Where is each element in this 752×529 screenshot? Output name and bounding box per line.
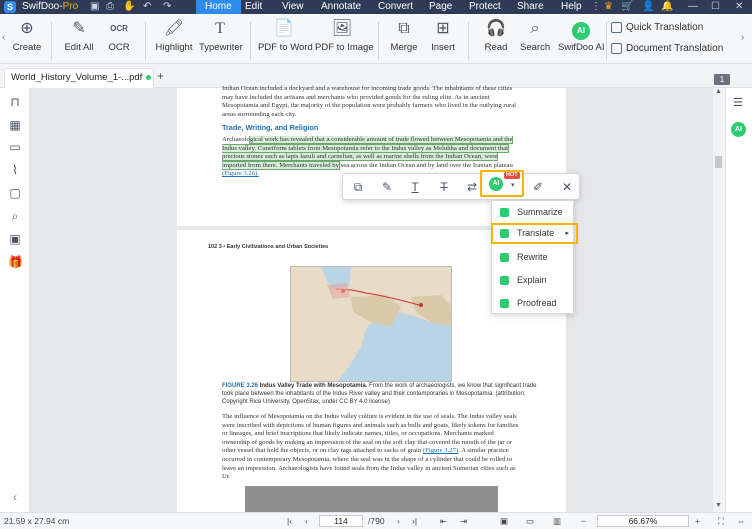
merge-icon: ⧉ <box>398 20 410 37</box>
explain-icon <box>500 276 509 285</box>
menu-annotate[interactable]: Annotate <box>321 1 362 12</box>
notification-bell-icon[interactable]: 🔔 <box>661 1 674 12</box>
zoom-out-icon[interactable]: − <box>581 516 586 526</box>
bookmark-icon[interactable]: ⊓ <box>10 95 20 109</box>
crown-icon[interactable]: ♛ <box>604 1 613 12</box>
selected-paragraph[interactable]: Archaeological work has revealed that a considerable amount of trade flowed between Mesopotamia and the Indus valley. Cuneiform tablets from Mesopotamia refer to the Indus valley as Meluhha and document that precious stones such as lapis lazuli and carnelian, as well as marine shells from the Indian Ocean, were imported from there. Merchants traveled by sea across the Indian Ocean and by land over the Iranian plateau (Figure 3.26). <box>222 136 513 178</box>
app-name: SwifDoo-Pro <box>22 1 79 12</box>
ribbon-divider <box>468 22 469 60</box>
proofread-icon <box>500 299 509 308</box>
insert-icon: ⊞ <box>436 20 450 37</box>
translate-icon <box>611 22 622 33</box>
zoom-in-icon[interactable]: + <box>695 516 700 526</box>
highlighter-icon: 🖍 <box>163 20 185 37</box>
page-header: 102 3 • Early Civilizations and Urban Societies <box>208 244 329 250</box>
ribbon-divider <box>250 22 251 60</box>
signature-icon[interactable]: ▢ <box>9 186 21 200</box>
search-sidebar-icon[interactable]: ⌕ <box>11 209 19 223</box>
title-menu-bar <box>0 0 752 14</box>
pdf-to-word-icon: 📄 <box>274 20 294 37</box>
ribbon-divider <box>145 22 146 60</box>
left-sidebar <box>0 88 30 512</box>
right-sidebar <box>725 88 752 512</box>
menu-item-translate[interactable]: Translate ▸ <box>491 223 578 244</box>
typewriter-button[interactable]: T Typewriter <box>199 20 243 53</box>
typewriter-icon: T <box>215 20 225 37</box>
ribbon-scroll-right-icon[interactable]: › <box>741 32 745 43</box>
read-icon: 🎧 <box>486 20 506 37</box>
cart-icon[interactable]: 🛒 <box>621 1 634 12</box>
swifdoo-ai-button[interactable]: AI SwifDoo AI <box>558 18 604 62</box>
next-view-icon[interactable]: ⇥ <box>460 516 468 526</box>
search-button[interactable]: ⌕ Search <box>520 20 551 53</box>
page-number-input[interactable]: 114 <box>319 515 363 527</box>
hand-tool-icon[interactable]: ✋ <box>123 1 136 12</box>
merge-button[interactable]: ⧉ Merge <box>388 18 420 62</box>
ai-icon: AI <box>558 18 604 40</box>
app-logo-icon: S <box>4 1 16 13</box>
figure-photo-image <box>245 486 498 512</box>
gift-icon[interactable]: 🎁 <box>8 255 23 269</box>
attachment-icon[interactable]: ⌇ <box>12 163 18 177</box>
menu-item-explain[interactable]: Explain <box>492 270 575 291</box>
menu-page[interactable]: Page <box>429 1 453 12</box>
fit-width-icon[interactable]: ⇔ <box>737 516 746 526</box>
summarize-icon <box>500 208 509 217</box>
section-heading: Trade, Writing, and Religion <box>222 123 319 132</box>
underline-icon[interactable]: T <box>411 180 419 194</box>
ai-logo-icon: AI <box>489 177 503 191</box>
previous-view-icon[interactable]: ⇤ <box>440 516 448 526</box>
add-tab-button[interactable]: + <box>157 69 165 83</box>
two-page-icon[interactable]: ▥ <box>553 516 562 526</box>
edit-all-button[interactable]: ✎ Edit All <box>62 18 96 62</box>
ribbon-divider <box>606 22 607 60</box>
thumbnails-icon[interactable]: ▦ <box>9 118 21 132</box>
page-size-label: 21.59 x 27.94 cm <box>4 516 70 526</box>
fullscreen-icon[interactable]: ⛶ <box>718 516 724 526</box>
map-drawing <box>291 267 452 382</box>
menu-item-rewrite[interactable]: Rewrite <box>492 247 575 268</box>
document-translate-icon <box>611 43 622 54</box>
maximize-icon[interactable]: ☐ <box>711 1 720 12</box>
ribbon-divider <box>378 22 379 60</box>
trade-map-image <box>290 266 452 382</box>
highlight-button[interactable]: 🖍 Highlight <box>155 20 193 53</box>
last-page-icon[interactable]: ›| <box>412 516 418 526</box>
unsaved-dot-icon <box>146 75 151 80</box>
redo-icon[interactable]: ↷ <box>163 1 172 12</box>
ocr-button[interactable]: OCR OCR <box>104 18 134 62</box>
collapse-sidebar-icon[interactable]: ‹ <box>13 490 17 504</box>
create-button[interactable]: ⊕ Create <box>12 20 42 53</box>
submenu-arrow-icon: ▸ <box>565 230 569 237</box>
translate-selection-icon[interactable]: ⇄ <box>466 180 478 194</box>
ai-action-menu <box>491 200 574 314</box>
menu-protect[interactable]: Protect <box>469 1 501 12</box>
read-button[interactable]: 🎧 Read <box>482 18 510 62</box>
pdf-to-word-button[interactable]: 📄 PDF to Word <box>258 20 313 53</box>
ribbon-toolbar <box>0 14 752 64</box>
page-total-label: /790 <box>368 516 385 526</box>
ocr-icon: OCR <box>110 24 128 33</box>
save-icon[interactable]: ▣ <box>90 1 100 12</box>
menu-share[interactable]: Share <box>517 1 544 12</box>
scroll-up-icon[interactable]: ▲ <box>715 88 722 95</box>
print-icon[interactable]: ⎙ <box>106 1 114 12</box>
pdf-to-image-button[interactable]: 🖼 PDF to Image <box>315 20 374 53</box>
create-icon: ⊕ <box>20 20 34 37</box>
minimize-icon[interactable]: — <box>688 1 698 12</box>
menu-edit[interactable]: Edit <box>245 1 263 12</box>
edit-icon: ✎ <box>72 20 86 37</box>
menu-item-summarize[interactable]: Summarize <box>492 202 575 223</box>
vertical-scrollbar[interactable] <box>713 88 725 512</box>
translate-icon <box>500 229 509 238</box>
user-icon[interactable]: 👤 <box>642 1 655 12</box>
rewrite-icon <box>500 253 509 262</box>
properties-icon[interactable]: ☰ <box>733 97 743 109</box>
highlight-pen-icon[interactable]: ✎ <box>381 180 393 194</box>
fit-page-icon[interactable]: ▣ <box>500 516 509 526</box>
ai-assistant-icon[interactable]: AI <box>731 122 746 137</box>
chevron-down-icon: ▾ <box>511 182 515 189</box>
pdf-to-image-icon: 🖼 <box>331 20 353 37</box>
ribbon-scroll-left-icon[interactable]: ‹ <box>2 32 6 43</box>
close-window-icon[interactable]: ✕ <box>735 1 744 12</box>
page-number-badge: 1 <box>714 74 730 85</box>
ribbon-divider <box>51 22 52 60</box>
previous-page-icon[interactable]: ‹ <box>305 516 308 526</box>
menu-view[interactable]: View <box>282 1 304 12</box>
more-options-icon[interactable]: ⋮ <box>591 1 601 12</box>
status-bar <box>0 512 752 529</box>
close-toolbar-icon[interactable]: ✕ <box>561 180 573 194</box>
paragraph-text: Indian Ocean included a dockyard and a warehouse for incoming trade goods. The inhabitants of these cities may have included the artisans and merchants who provided goods for the ruling elite. As in ancient Mesopotamia and Egypt, the majority of the population were probably farmers who lived in the outlying rural areas surrounding each city. <box>222 85 516 118</box>
menu-home[interactable]: Home <box>196 0 241 14</box>
menu-item-proofread[interactable]: Proofread <box>492 293 575 314</box>
first-page-icon[interactable]: |‹ <box>287 516 293 526</box>
document-translation-button[interactable]: Document Translation <box>611 43 723 54</box>
scrollbar-thumb[interactable] <box>715 156 722 168</box>
hot-badge: HOT <box>506 172 518 178</box>
insert-button[interactable]: ⊞ Insert <box>428 18 458 62</box>
next-page-icon[interactable]: › <box>397 516 400 526</box>
strikethrough-icon[interactable]: T <box>440 180 448 194</box>
copy-icon[interactable]: ⧉ <box>353 180 363 194</box>
page-layout-icon[interactable]: ▭ <box>526 516 535 526</box>
comment-icon[interactable]: ▭ <box>9 140 21 154</box>
note-icon[interactable]: ✐ <box>532 180 544 194</box>
figure-caption: FIGURE 3.26 Indus Valley Trade with Mesopotamia. From the work of archaeologists, we know that significant trade took place between the inhabitants of the Indus River valley and their contemporaries in Mesopotamia. (attribution: Copyright Rice University, OpenStax, under CC BY 4.0 license) <box>222 383 537 405</box>
scroll-down-icon[interactable]: ▼ <box>715 502 722 509</box>
zoom-level-select[interactable]: 66.67% <box>597 515 689 527</box>
undo-icon[interactable]: ↶ <box>143 1 152 12</box>
menu-convert[interactable]: Convert <box>378 1 414 12</box>
document-tab[interactable]: World_History_Volume_1-...pdf <box>4 68 154 88</box>
selection-floating-toolbar <box>342 173 580 200</box>
menu-help[interactable]: Help <box>561 1 582 12</box>
image-icon[interactable]: ▣ <box>9 232 21 246</box>
search-icon: ⌕ <box>530 20 540 37</box>
body-paragraph: The influence of Mesopotamia on the Indus valley culture is evident in the use of seals. The Indus valley seals were inscribed with depictions of human figures and animals such as bulls and goats, likely tokens for families or lineages, and brief inscriptions that likely indicate names, titles, or occupations. Merchants marked ownership of goods by making an impression of the seal on the soft clay that covered the mouth of the jar or other vessel that held the objects, or on clay tags attached to sacks of grain (Figure 3.27). A similar practice occurred in contemporary Mesopotamia, where the seal was in the shape of a cylinder that could be rolled to leave an impression. Archaeologists have found seals from the Indus valley in ancient Sumerian cities such as Ur. <box>222 413 519 481</box>
quick-translation-button[interactable]: Quick Translation <box>611 22 703 33</box>
ai-dropdown-button[interactable] <box>480 170 524 197</box>
